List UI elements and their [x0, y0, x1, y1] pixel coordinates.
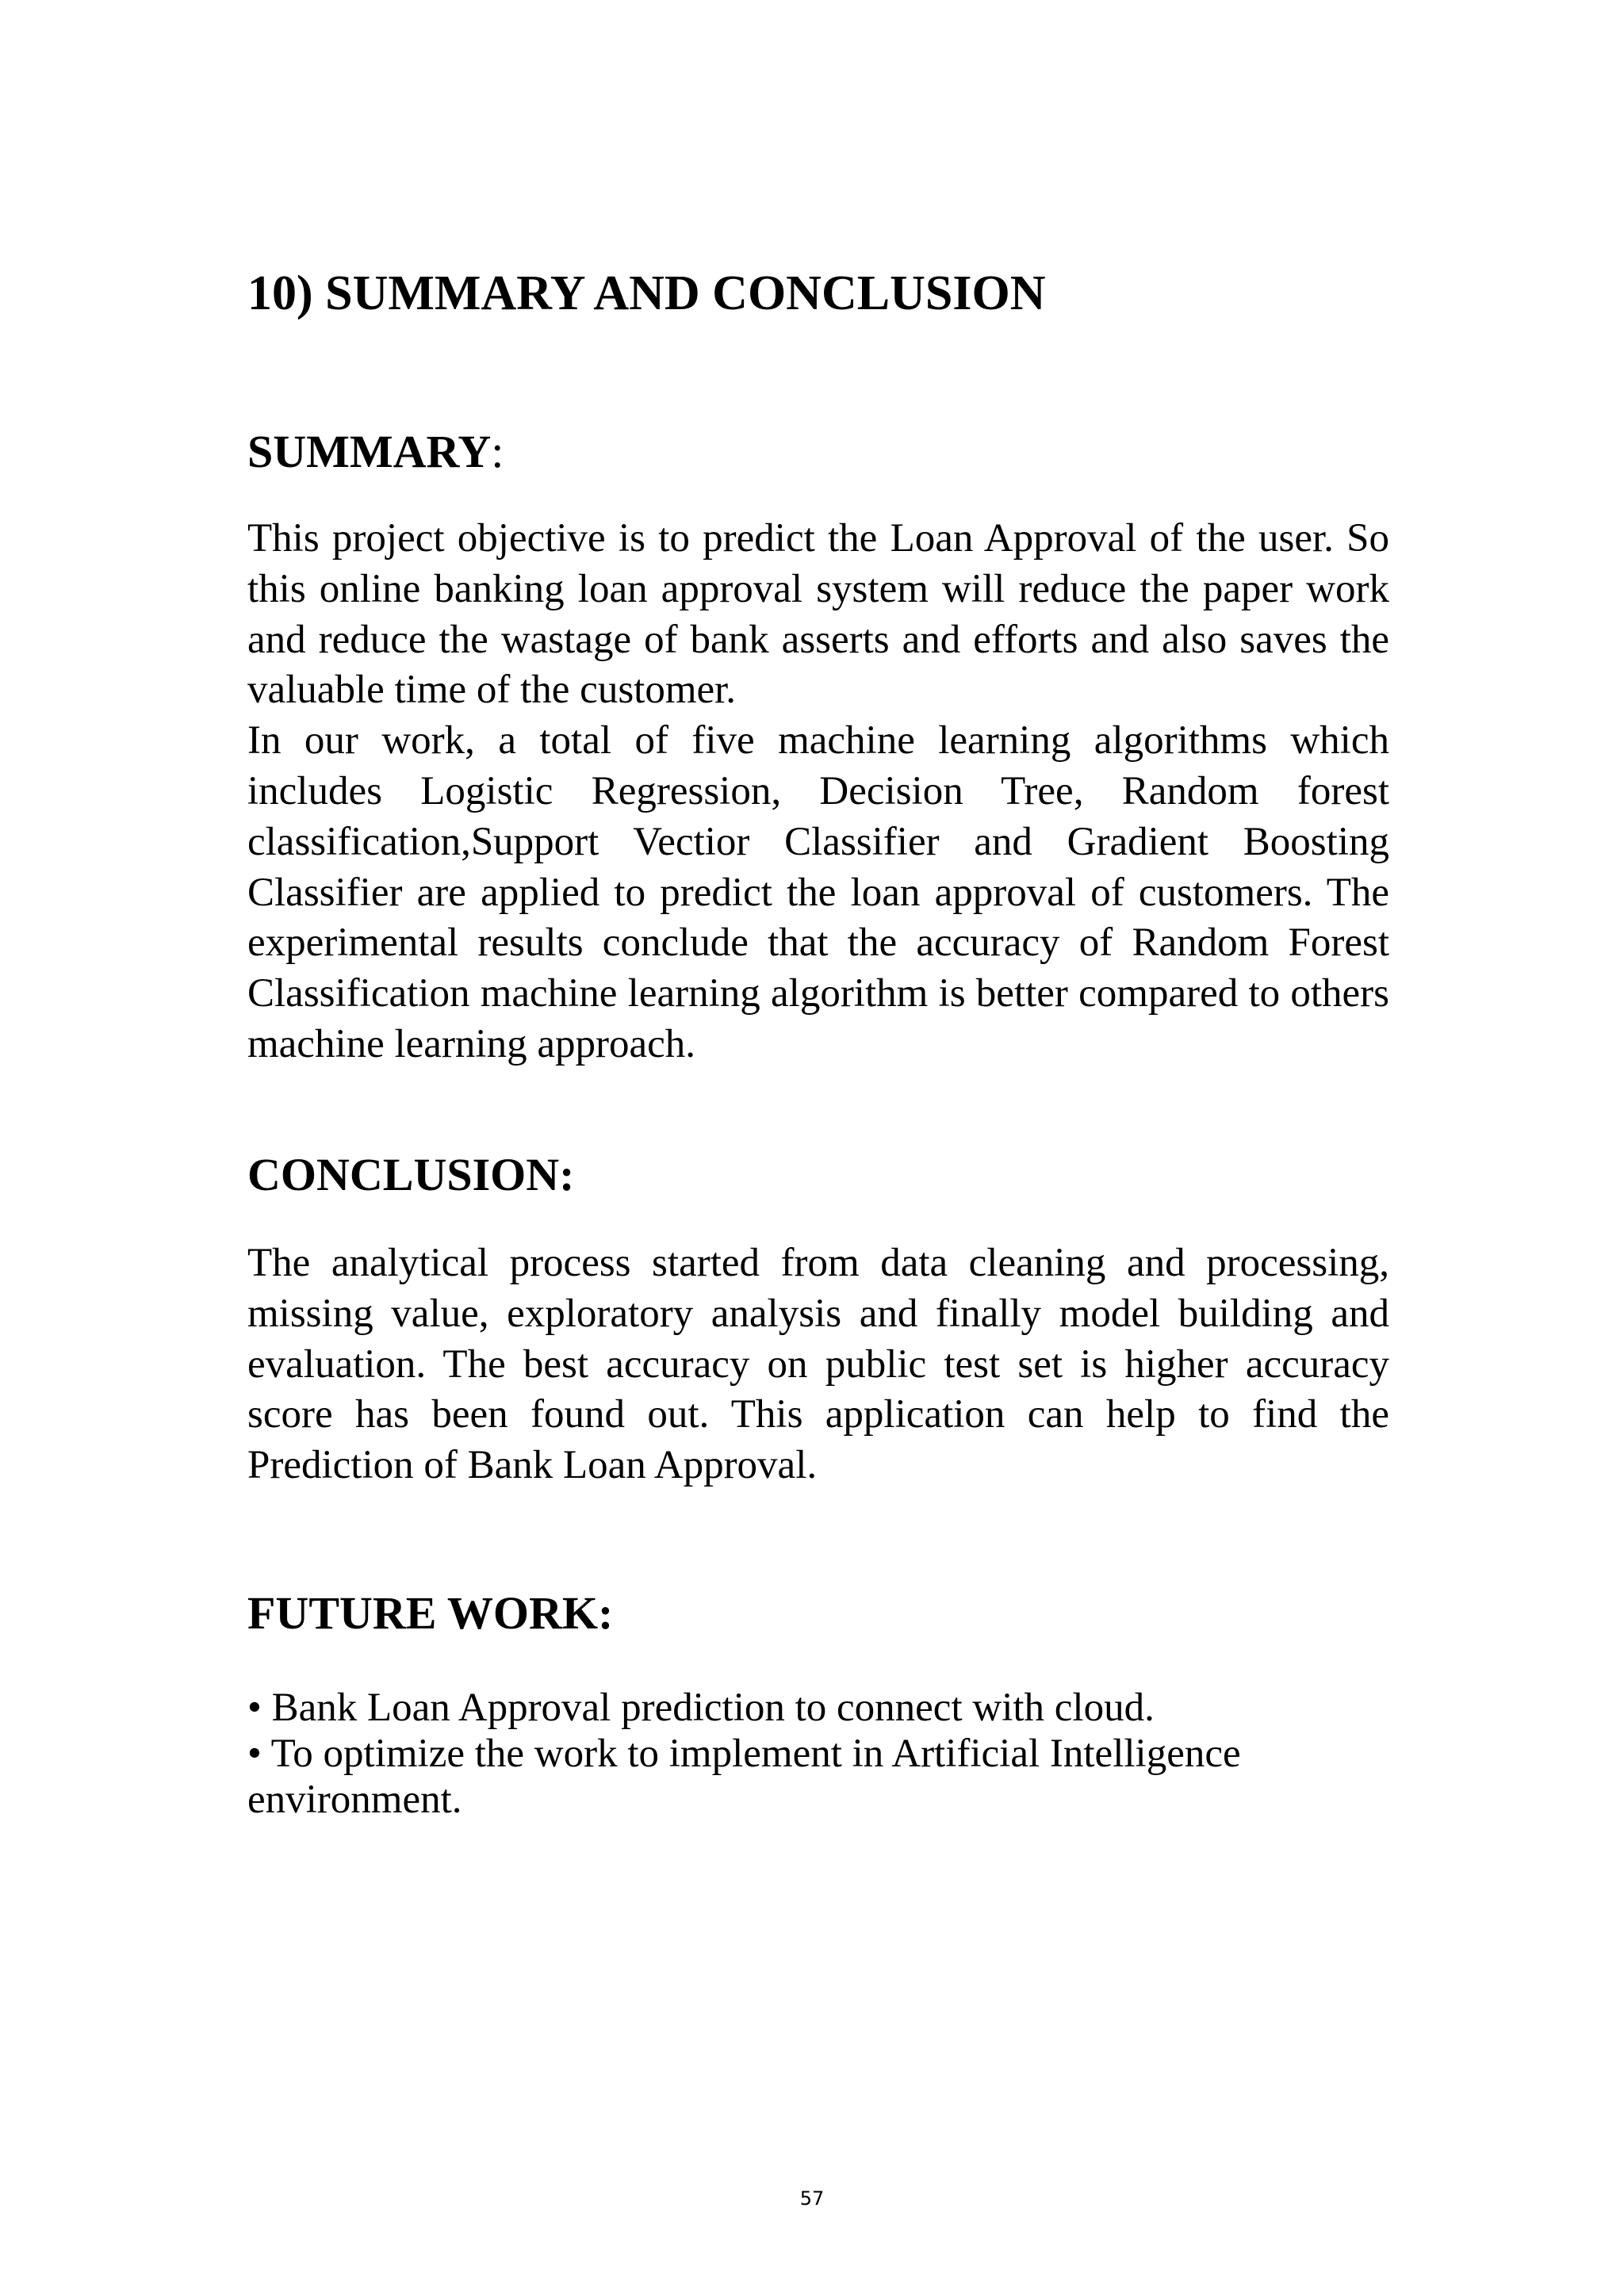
future-work-list	[247, 1685, 1389, 1823]
chapter-title: 10) SUMMARY AND CONCLUSION	[247, 266, 1046, 320]
future-work-item-2: • To optimize the work to implement in Artificial Intelligence environment.	[247, 1732, 1241, 1822]
future-work-item-1: • Bank Loan Approval prediction to connect with cloud.	[247, 1686, 1155, 1730]
conclusion-paragraph: The analytical process started from data cleaning and processing, missing value, exploratory analysis and finally model building and evaluation. The best accuracy on public test set is higher accuracy score has been found out. This application can help to find the Prediction of Bank Loan Approval.	[247, 1241, 1389, 1488]
summary-paragraph-1: This project objective is to predict the Loan Approval of the user. So this online banking loan approval system will reduce the paper work and reduce the wastage of bank asserts and efforts and also saves the valuable time of the customer.	[247, 516, 1389, 713]
summary-paragraph-2: In our work, a total of five machine learning algorithms which includes Logistic Regression, Decision Tree, Random forest classification,Support Vectior Classifier and Gradient Boosting Classifier are applied to predict the loan approval of customers. The experimental results conclude that the accuracy of Random Forest Classification machine learning algorithm is better compared to others machine learning approach.	[247, 718, 1389, 1066]
page-number: 57	[799, 2187, 825, 2210]
conclusion-body	[247, 1238, 1389, 1491]
summary-heading-colon: :	[491, 426, 504, 477]
future-work-heading: FUTURE WORK:	[247, 1587, 614, 1639]
summary-heading-text: SUMMARY	[247, 426, 492, 477]
conclusion-heading: CONCLUSION:	[247, 1149, 575, 1200]
summary-heading	[247, 423, 504, 480]
summary-body	[247, 514, 1389, 1070]
